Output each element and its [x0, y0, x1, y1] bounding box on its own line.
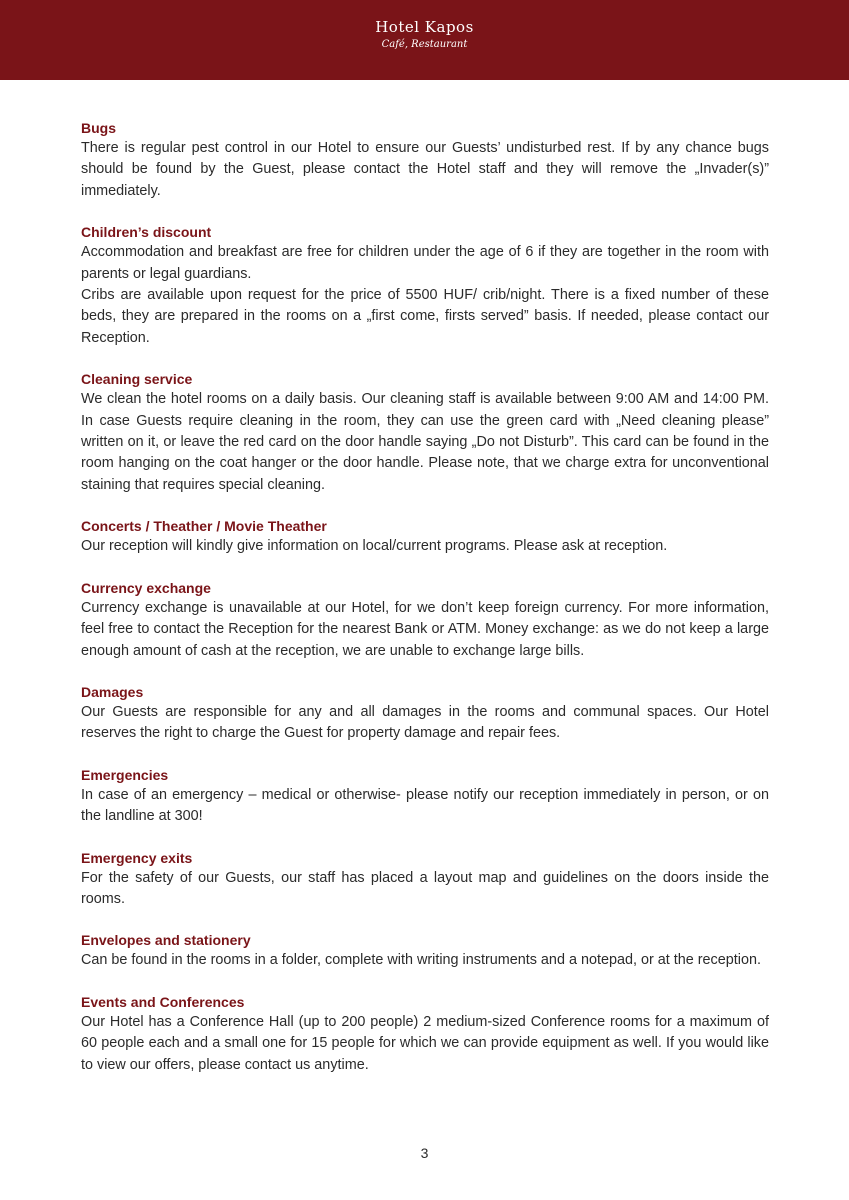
section-cleaning-service: [81, 370, 769, 496]
document-body: [81, 119, 769, 1097]
section-paragraph: Cribs are available upon request for the price of 5500 HUF/ crib/night. There is a fixed number of these beds, they are prepared in the rooms on a „first come, firsts served” basis. If needed, please contact our Reception.: [81, 287, 769, 346]
section-title: Currency exchange: [81, 579, 211, 596]
section-currency-exchange: [81, 579, 769, 662]
section-title: Concerts / Theather / Movie Theather: [81, 518, 327, 535]
section-envelopes: [81, 931, 769, 971]
header-band: [0, 0, 849, 80]
section-emergency-exits: [81, 849, 769, 911]
section-paragraph: Our Hotel has a Conference Hall (up to 200 people) 2 medium-sized Conference rooms for a maximum of 60 people each and a small one for 15 people for which we can provide equipment as well. If you would like to view our offers, please contact us anytime.: [81, 1013, 769, 1073]
hotel-logo: [0, 18, 849, 52]
page-number: 3: [420, 1145, 429, 1161]
logo-brand-subtitle: Café, Restaurant: [381, 39, 468, 50]
section-title: Events and Conferences: [81, 993, 245, 1010]
section-paragraph: There is regular pest control in our Hotel to ensure our Guests’ undisturbed rest. If by any chance bugs should be found by the Guest, please contact the Hotel staff and they will remove the „Invader(s)” immediately.: [81, 140, 769, 199]
section-title: Envelopes and stationery: [81, 932, 251, 949]
section-title: Emergency exits: [81, 849, 193, 866]
section-title: Bugs: [81, 120, 116, 136]
section-paragraph: Currency exchange is unavailable at our Hotel, for we don’t keep foreign currency. For more information, feel free to contact the Reception for the nearest Bank or ATM. Money exchange: as we do not keep a large enough amount of cash at the reception, we are unable to exchange large bills.: [81, 599, 769, 659]
section-paragraph: Our Guests are responsible for any and all damages in the rooms and communal spaces. Our Hotel reserves the right to charge the Guest for property damage and repair fees.: [81, 703, 769, 742]
section-title: Children’s discount: [81, 224, 212, 241]
section-title: Damages: [81, 683, 144, 700]
section-title: Emergencies: [81, 766, 169, 783]
section-title: Cleaning service: [81, 371, 193, 388]
section-damages: [81, 683, 769, 745]
section-paragraph: For the safety of our Guests, our staff has placed a layout map and guidelines on the doors inside the rooms.: [81, 869, 769, 907]
section-paragraph: We clean the hotel rooms on a daily basis. Our cleaning staff is available between 9:00 AM and 14:00 PM. In case Guests require cleaning in the room, they can use the green card with „Need cleaning please” written on it, or leave the red card on the door handle saying „Do not Disturb”. This card can be found in the room hanging on the coat hanger or the door handle. Please note, that we charge extra for unconventional staining that requires special cleaning.: [81, 391, 769, 493]
section-childrens-discount: [81, 223, 769, 349]
section-paragraph: Our reception will kindly give information on local/current programs. Please ask at reception.: [81, 538, 668, 555]
section-events-conferences: [81, 993, 769, 1076]
section-emergencies: [81, 766, 769, 828]
section-bugs: [81, 119, 769, 202]
section-paragraph: Can be found in the rooms in a folder, complete with writing instruments and a notepad, or at the reception.: [81, 952, 761, 969]
section-paragraph: Accommodation and breakfast are free for children under the age of 6 if they are together in the room with parents or legal guardians.: [81, 244, 769, 282]
logo-brand-name: Hotel Kapos: [375, 18, 474, 36]
section-paragraph: In case of an emergency – medical or otherwise- please notify our reception immediately in person, or on the landline at 300!: [81, 786, 769, 825]
section-concerts: [81, 517, 769, 557]
